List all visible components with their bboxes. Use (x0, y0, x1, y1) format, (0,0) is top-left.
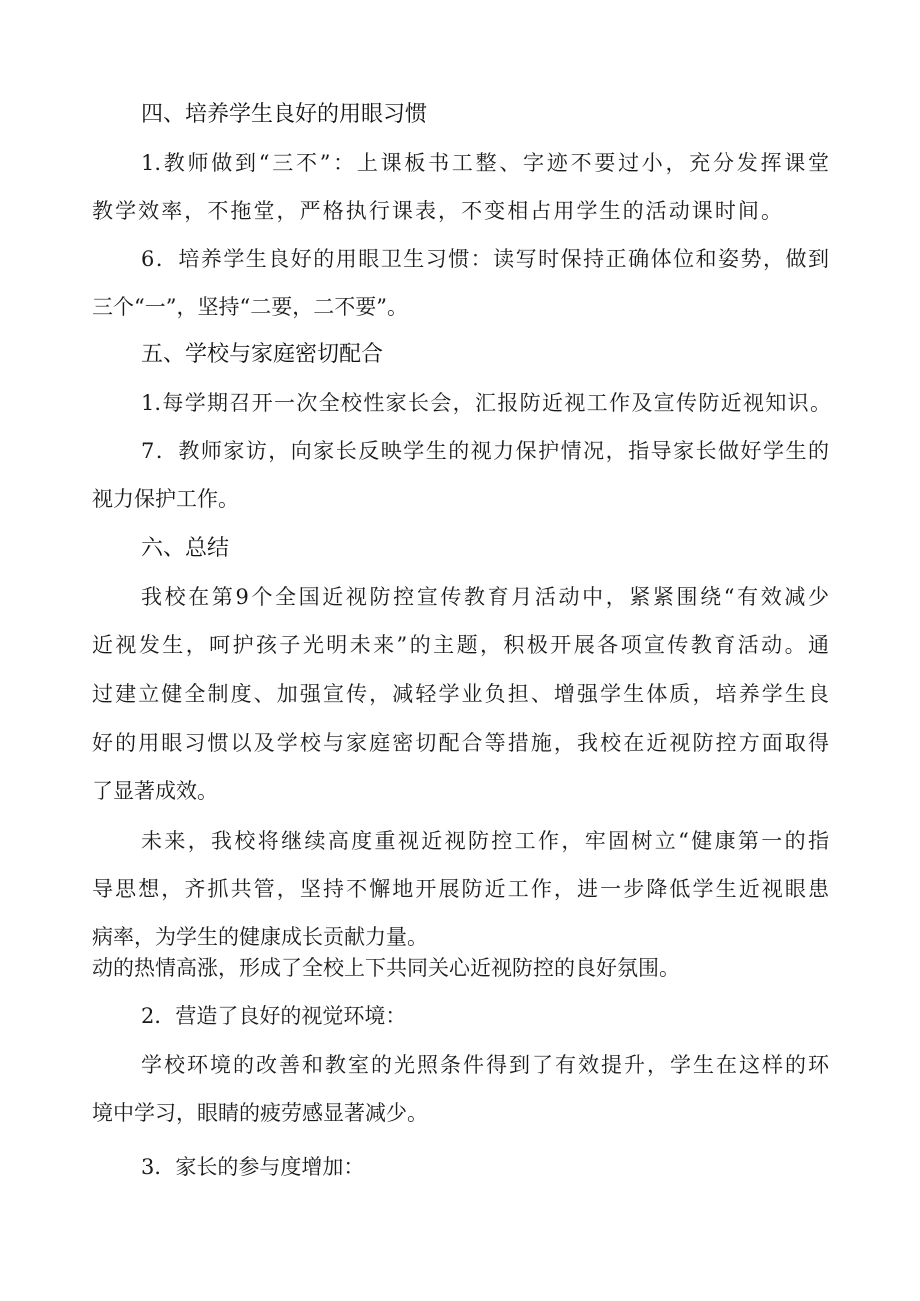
paragraph-line: 了显著成效。 (92, 779, 218, 803)
paragraph-line: 6．培养学生良好的用眼卫生习惯：读写时保持正确体位和姿势，做到 (141, 247, 829, 271)
section-heading-5: 五、学校与家庭密切配合 (141, 342, 384, 367)
paragraph-line: 2．营造了良好的视觉环境： (141, 1004, 407, 1028)
paragraph-line: 学校环境的改善和教室的光照条件得到了有效提升，学生在这样的环 (141, 1053, 829, 1077)
paragraph-line: 病率，为学生的健康成长贡献力量。 (92, 925, 428, 949)
section-heading-4: 四、培养学生良好的用眼习惯 (141, 102, 428, 127)
paragraph-line: 近视发生，呵护孩子光明未来”的主题，积极开展各项宣传教育活动。通 (92, 633, 829, 657)
paragraph-line: 视力保护工作。 (92, 487, 239, 511)
paragraph-line: 动的热情高涨，形成了全校上下共同关心近视防控的良好氛围。 (92, 956, 680, 980)
paragraph-line: 1.每学期召开一次全校性家长会，汇报防近视工作及宣传防近视知识。 (141, 391, 831, 415)
paragraph-line: 好的用眼习惯以及学校与家庭密切配合等措施，我校在近视防控方面取得 (92, 731, 829, 755)
paragraph-line: 境中学习，眼睛的疲劳感显著减少。 (92, 1101, 428, 1125)
paragraph-line: 未来，我校将继续高度重视近视防控工作，牢固树立“健康第一的指 (141, 829, 829, 853)
paragraph-line: 3．家长的参与度增加： (141, 1155, 365, 1179)
paragraph-line: 1.教师做到“三不”：上课板书工整、字迹不要过小，充分发挥课堂 (141, 151, 829, 175)
section-heading-6: 六、总结 (141, 536, 230, 561)
paragraph-line: 我校在第9个全国近视防控宣传教育月活动中，紧紧围绕“有效减少 (141, 585, 829, 609)
paragraph-line: 三个“一”，坚持“二要，二不要”。 (92, 295, 408, 319)
paragraph-line: 7．教师家访，向家长反映学生的视力保护情况，指导家长做好学生的 (141, 439, 829, 463)
paragraph-line: 导思想，齐抓共管，坚持不懈地开展防近工作，进一步降低学生近视眼患 (92, 877, 829, 901)
paragraph-line: 教学效率，不拖堂，严格执行课表，不变相占用学生的活动课时间。 (92, 199, 782, 223)
paragraph-line: 过建立健全制度、加强宣传，减轻学业负担、增强学生体质，培养学生良 (92, 682, 829, 706)
